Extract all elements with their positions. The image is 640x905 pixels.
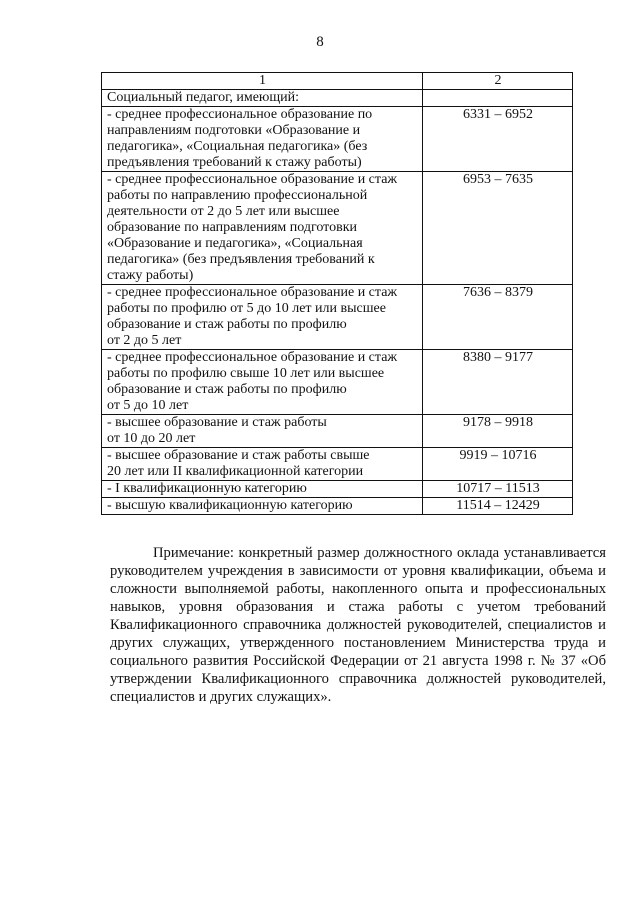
row-description-line: - среднее профессиональное образование и стаж	[107, 350, 398, 365]
row-description	[102, 107, 423, 172]
table-row	[102, 481, 573, 498]
salary-table	[101, 72, 573, 515]
table-group-row	[102, 90, 573, 107]
row-description	[102, 172, 423, 285]
table-row	[102, 350, 573, 415]
row-salary-range: 6953 – 7635	[423, 172, 573, 285]
row-description-line: - I квалификационную категорию	[107, 481, 307, 496]
table-row	[102, 448, 573, 481]
row-description-line: «Образование и педагогика», «Социальная	[107, 236, 363, 251]
row-salary-range: 9919 – 10716	[423, 448, 573, 481]
table-row	[102, 498, 573, 515]
row-description-line: - среднее профессиональное образование по	[107, 107, 373, 122]
table-header-row	[102, 73, 573, 90]
row-salary-range: 11514 – 12429	[423, 498, 573, 515]
row-description-line: предъявления требований к стажу работы)	[107, 155, 362, 170]
row-description	[102, 481, 423, 498]
table-header-col1: 1	[102, 73, 423, 90]
row-description	[102, 498, 423, 515]
row-description-line: педагогика», «Социальная педагогика» (без	[107, 139, 368, 154]
row-description-line: образование по направлениям подготовки	[107, 220, 358, 235]
row-description-line: направлениям подготовки «Образование и	[107, 123, 361, 138]
table-row	[102, 172, 573, 285]
row-salary-range: 6331 – 6952	[423, 107, 573, 172]
row-description-line: деятельности от 2 до 5 лет или высшее	[107, 204, 340, 219]
row-description-line: от 10 до 20 лет	[107, 431, 196, 446]
row-description-line: - высшее образование и стаж работы свыше	[107, 448, 370, 463]
note-paragraph: Примечание: конкретный размер должностного оклада устанавливается руководителем учреждения в зависимости от уровня квалификации, объема и сложности выполняемой работы, накопленного опыта и профессиональных навыков, уровня образования и стажа работы с учетом требований Квалификационного справочника должностей руководителей, специалистов и других служащих, утвержденного постановлением Министерства труда и социального развития Российской Федерации от 21 августа 1998 г. № 37 «Об утверждении Квалификационного справочника должностей руководителей, специалистов и других служащих».	[110, 545, 606, 705]
row-salary-range: 10717 – 11513	[423, 481, 573, 498]
page-number: 8	[316, 34, 324, 50]
row-salary-range: 7636 – 8379	[423, 285, 573, 350]
row-description-line: педагогика» (без предъявления требований к	[107, 252, 375, 267]
row-description-line: - высшую квалификационную категорию	[107, 498, 353, 513]
row-description	[102, 448, 423, 481]
row-description	[102, 285, 423, 350]
row-description-line: 20 лет или II квалификационной категории	[107, 464, 364, 479]
row-description-line: от 2 до 5 лет	[107, 333, 182, 348]
row-salary-range: 8380 – 9177	[423, 350, 573, 415]
table-row	[102, 285, 573, 350]
row-description-line: работы по профилю от 5 до 10 лет или высшее	[107, 301, 386, 316]
row-salary-range: 9178 – 9918	[423, 415, 573, 448]
row-description-line: - среднее профессиональное образование и стаж	[107, 285, 398, 300]
row-description-line: работы по профилю свыше 10 лет или высшее	[107, 366, 385, 381]
row-description	[102, 415, 423, 448]
row-description-line: работы по направлению профессиональной	[107, 188, 368, 203]
row-description-line: - среднее профессиональное образование и стаж	[107, 172, 398, 187]
row-description-line: от 5 до 10 лет	[107, 398, 189, 413]
table-row	[102, 415, 573, 448]
table-group-title: Социальный педагог, имеющий:	[102, 90, 423, 107]
row-description-line: образование и стаж работы по профилю	[107, 317, 347, 332]
row-description-line: - высшее образование и стаж работы	[107, 415, 327, 430]
salary-table-body	[102, 73, 573, 515]
table-row	[102, 107, 573, 172]
table-header-col2: 2	[423, 73, 573, 90]
table-group-empty-cell	[423, 90, 573, 107]
row-description-line: стажу работы)	[107, 268, 194, 283]
row-description	[102, 350, 423, 415]
row-description-line: образование и стаж работы по профилю	[107, 382, 347, 397]
